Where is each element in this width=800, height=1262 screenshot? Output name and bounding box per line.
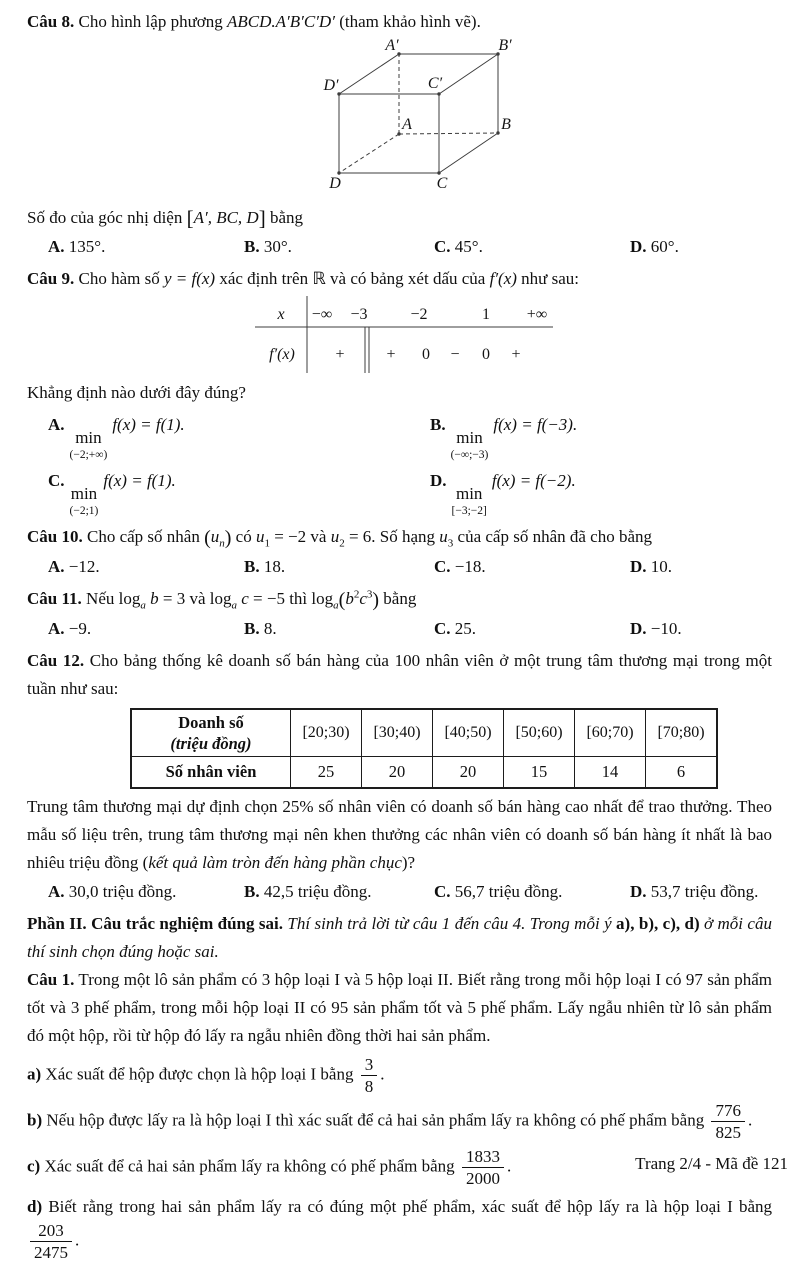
q11-b: b — [145, 588, 159, 608]
q9-option-c — [48, 467, 430, 517]
q10-option-c-text: −18. — [450, 556, 486, 576]
q9-text-1: Cho hàm số — [74, 269, 164, 288]
q1-part-d-label: d) — [27, 1196, 43, 1216]
q8-option-b — [244, 235, 434, 259]
q11-log-base-1: a — [140, 599, 146, 612]
q12-count-4: 14 — [575, 756, 646, 788]
question-9-label: Câu 9. — [27, 269, 75, 288]
question-9-options — [27, 411, 772, 517]
q1-part-a-label: a) — [27, 1064, 42, 1084]
q8-option-b-label: B. — [244, 237, 260, 256]
q11-option-d-text: −10. — [646, 618, 682, 638]
q12-statistics-table — [130, 708, 718, 789]
min-operator: min — [70, 483, 98, 503]
cube-label-dprime: D′ — [323, 77, 339, 94]
q12-option-d — [630, 880, 772, 904]
q12-option-a-label: A. — [48, 881, 65, 901]
q11-log-3: log — [311, 588, 334, 608]
q8-option-a — [48, 235, 244, 259]
q10-u1: u — [255, 526, 265, 546]
q9-option-d-label: D. — [430, 470, 447, 490]
sign-2: 0 — [422, 346, 430, 363]
part-2-instruction-1: Thí sinh trả lời từ câu 1 đến câu 4. Trong mỗi ý — [287, 913, 617, 933]
cube-label-cprime: C′ — [427, 75, 443, 92]
cube-edge-a-b-hidden — [399, 133, 498, 134]
sign-5: + — [511, 346, 521, 363]
q8-bracket-close: ] — [258, 206, 266, 230]
q1-part-a-text: Xác suất để hộp được chọn là hộp loại I bằng — [41, 1064, 358, 1084]
q10-sub-1: 1 — [264, 537, 270, 550]
table-row — [131, 756, 717, 788]
q8-question-text: Số đo của góc nhị diện — [27, 208, 187, 227]
q1-part-c-text: Xác suất để cả hai sản phẩm lấy ra không có phế phẩm bằng — [40, 1156, 459, 1176]
question-12-label: Câu 12. — [27, 650, 85, 670]
question-11-stem — [27, 585, 772, 614]
q11-log-2: log — [209, 588, 232, 608]
table-row — [131, 709, 717, 757]
q12-para-italic-note: kết quả làm tròn đến hàng phần chục — [148, 852, 402, 872]
q12-option-a-text: 30,0 triệu đồng. — [64, 881, 177, 901]
q11-c: c — [236, 588, 249, 608]
q8-option-c — [434, 235, 630, 259]
q10-option-b-label: B. — [244, 556, 260, 576]
q10-text-3: = −2 và — [269, 526, 331, 546]
part2-question-1-body: Trong một lô sản phẩm có 3 hộp loại I và 5 hộp loại II. Biết rằng trong mỗi hộp loại I có 97 sản phẩm tốt và 3 phế phẩm, trong mỗi hộp loại II có 95 sản phẩm tốt và 5 phế phẩm. Lấy ngẫu nhiên từ lô sản phẩm đó một hộp, rồi từ hộp đó lấy ra ngẫu nhiên đồng thời hai sản phẩm. — [27, 969, 773, 1045]
q12-interval-2: [40;50) — [433, 709, 504, 757]
q8-bracket-open: [ — [186, 206, 194, 230]
q12-count-5: 6 — [646, 756, 718, 788]
q1-part-b-label: b) — [27, 1110, 43, 1130]
fraction-denominator: 2475 — [34, 1242, 68, 1262]
min-operator: min — [455, 483, 483, 503]
cube-edge-c-b — [439, 133, 498, 173]
question-8-stem — [27, 8, 772, 36]
q10-option-d-label: D. — [630, 556, 647, 576]
q10-sub-2: 2 — [339, 537, 345, 550]
question-12-paragraph — [27, 793, 772, 877]
cube-label-b: B — [501, 116, 511, 133]
part2-question-1-stem — [27, 966, 772, 1050]
q8-option-d — [630, 235, 772, 259]
fraction-3-8 — [361, 1055, 378, 1096]
q1-part-b — [27, 1101, 772, 1142]
sign-3: − — [450, 346, 460, 363]
sign-table-figure — [255, 295, 772, 375]
page-footer: Trang 2/4 - Mã đề 121 — [635, 1154, 788, 1173]
q11-option-b — [244, 617, 434, 641]
fraction-776-825 — [711, 1101, 745, 1142]
q11-option-c-label: C. — [434, 618, 451, 638]
fraction-numerator: 203 — [30, 1221, 72, 1242]
cube-label-bprime: B′ — [498, 38, 512, 54]
q1-part-d — [27, 1193, 772, 1262]
q12-option-b-label: B. — [244, 881, 260, 901]
q10-option-a-text: −12. — [64, 556, 100, 576]
q12-count-2: 20 — [433, 756, 504, 788]
cube-label-c: C — [436, 175, 448, 192]
q10-u2: u — [330, 526, 340, 546]
q1-part-a — [27, 1055, 772, 1096]
q10-text-5: của cấp số nhân đã cho bằng — [453, 526, 653, 546]
q9-option-b-expr: f(x) = f(−3). — [493, 415, 578, 434]
q11-text-1: Nếu — [81, 588, 119, 608]
cube-edge-a-d-hidden — [339, 134, 399, 173]
q11-eq-2: = −5 thì — [248, 588, 312, 608]
q10-sub-n: n — [219, 537, 225, 550]
question-11-label: Câu 11. — [27, 588, 82, 608]
q9-option-d-expr: f(x) = f(−2). — [491, 470, 576, 490]
q8-option-c-text: 45°. — [450, 237, 483, 256]
q9-option-c-expr: f(x) = f(1). — [103, 470, 176, 490]
fraction-numerator: 776 — [711, 1101, 745, 1122]
q10-option-a-label: A. — [48, 556, 65, 576]
q8-option-d-label: D. — [630, 237, 647, 256]
q10-option-c-label: C. — [434, 556, 451, 576]
sign-table-var: x — [277, 306, 285, 323]
min-domain: (−2;1) — [69, 504, 99, 517]
q12-option-b-text: 42,5 triệu đồng. — [259, 881, 372, 901]
sign-table-svg — [255, 295, 565, 375]
q9-function: y = f(x) — [163, 269, 216, 288]
q11-b-exponent: 2 — [353, 588, 360, 601]
question-10-options — [27, 555, 772, 579]
q11-log-1: log — [118, 588, 141, 608]
question-8-options — [27, 235, 772, 259]
q12-option-c-text: 56,7 triệu đồng. — [450, 881, 563, 901]
q11-option-a — [48, 617, 244, 641]
q9-option-a-min — [70, 429, 108, 461]
q10-u3: u — [439, 526, 448, 546]
q8-text-2: (tham khảo hình vẽ). — [334, 12, 481, 31]
cube-label-aprime: A′ — [385, 38, 399, 54]
question-12-options — [27, 880, 772, 904]
sign-table-x-2: −2 — [410, 306, 428, 323]
sign-table-x-1: −3 — [350, 306, 368, 323]
cube-vertex-b — [496, 131, 499, 134]
cube-vertex-a — [397, 132, 400, 135]
q12-count-0: 25 — [291, 756, 362, 788]
q11-log-base-3: a — [333, 599, 339, 612]
question-11-options — [27, 617, 772, 641]
part-2-title: Phần II. Câu trắc nghiệm đúng sai. — [27, 913, 288, 933]
sign-0: + — [335, 346, 345, 363]
cube-label-d: D — [329, 175, 341, 192]
q11-option-a-label: A. — [48, 618, 65, 638]
cube-edge-dprime-aprime — [339, 54, 399, 94]
q10-u: u — [210, 526, 220, 546]
q9-option-a — [48, 411, 430, 461]
q8-text-1: Cho hình lập phương — [74, 12, 228, 31]
q1-part-b-period: . — [747, 1110, 753, 1130]
fraction-denominator: 2000 — [465, 1168, 500, 1188]
q9-text-3: và có bảng xét dấu của — [325, 269, 490, 288]
q12-option-c-label: C. — [434, 881, 451, 901]
q11-option-a-text: −9. — [64, 618, 92, 638]
q10-text-2: có — [231, 526, 256, 546]
question-8-question — [27, 204, 772, 232]
sign-4: 0 — [482, 346, 490, 363]
q10-option-b — [244, 555, 434, 579]
q9-option-a-expr: f(x) = f(1). — [112, 415, 185, 434]
q9-option-c-min — [70, 485, 99, 517]
min-operator: min — [75, 428, 102, 447]
q9-option-a-label: A. — [48, 415, 65, 434]
q9-option-c-label: C. — [48, 470, 65, 490]
q12-option-c — [434, 880, 630, 904]
q11-log-base-2: a — [231, 599, 237, 612]
fraction-1833-2000 — [462, 1147, 504, 1188]
sign-table-x-4: +∞ — [526, 306, 548, 323]
q10-sub-3: 3 — [447, 537, 454, 550]
q12-option-d-text: 53,7 triệu đồng. — [646, 881, 759, 901]
cube-figure — [319, 38, 772, 200]
q8-option-d-text: 60°. — [646, 237, 679, 256]
cube-svg — [319, 38, 585, 200]
q12-header-line-2: (triệu đồng) — [170, 733, 252, 753]
q8-cube-name: ABCD.A′B′C′D′ — [227, 12, 335, 31]
q9-option-d — [430, 467, 772, 517]
q11-eq-1: = 3 và — [158, 588, 210, 608]
q1-part-c-label: c) — [27, 1156, 41, 1176]
q9-text-2: xác định trên — [215, 269, 313, 288]
q12-para-end: )? — [401, 852, 416, 872]
q11-c-cubed-base: c — [359, 588, 367, 608]
question-8-label: Câu 8. — [27, 12, 75, 31]
q11-b-squared-base: b — [345, 588, 354, 608]
q1-part-b-text: Nếu hộp được lấy ra là hộp loại I thì xác suất để cả hai sản phẩm lấy ra không có phế phẩm bằng — [42, 1110, 709, 1130]
q1-part-d-period: . — [75, 1230, 80, 1250]
q9-real-set: ℝ — [312, 269, 326, 288]
q8-option-b-text: 30°. — [259, 237, 292, 256]
q12-interval-4: [60;70) — [575, 709, 646, 757]
q8-question-end: bằng — [265, 208, 303, 227]
q10-paren-open: ( — [204, 526, 211, 549]
q1-part-a-period: . — [380, 1064, 385, 1084]
q10-option-d-text: 10. — [646, 556, 673, 576]
q12-count-1: 20 — [362, 756, 433, 788]
fraction-denominator: 825 — [715, 1122, 741, 1142]
q8-option-a-label: A. — [48, 237, 65, 256]
q12-option-d-label: D. — [630, 881, 647, 901]
sign-1: + — [386, 346, 396, 363]
q8-option-a-text: 135°. — [64, 237, 106, 256]
q10-option-a — [48, 555, 244, 579]
q11-option-b-text: 8. — [259, 618, 277, 638]
q11-paren-close: ) — [372, 588, 380, 611]
sign-table-x-0: −∞ — [311, 306, 333, 323]
q8-option-c-label: C. — [434, 237, 451, 256]
q10-option-c — [434, 555, 630, 579]
fraction-numerator: 1833 — [462, 1147, 504, 1168]
question-9-stem — [27, 265, 772, 293]
question-12-stem — [27, 647, 772, 703]
q1-part-c-period: . — [506, 1156, 512, 1176]
q11-paren-open: ( — [338, 588, 346, 611]
q11-option-d-label: D. — [630, 618, 647, 638]
q10-paren-close: ) — [224, 526, 232, 549]
q12-interval-1: [30;40) — [362, 709, 433, 757]
q12-interval-0: [20;30) — [291, 709, 362, 757]
q9-derivative: f′(x) — [489, 269, 517, 288]
cube-vertex-cprime — [437, 92, 440, 95]
q9-option-d-min — [452, 485, 487, 517]
q12-option-b — [244, 880, 434, 904]
q9-option-b-min — [451, 429, 489, 461]
sign-table-fvar: f′(x) — [269, 346, 295, 363]
min-domain: (−∞;−3) — [450, 448, 489, 461]
q12-interval-3: [50;60) — [504, 709, 575, 757]
q12-count-3: 15 — [504, 756, 575, 788]
q11-option-d — [630, 617, 772, 641]
fraction-denominator: 8 — [364, 1076, 374, 1096]
min-domain: (−2;+∞) — [69, 448, 108, 461]
q12-row-label: Số nhân viên — [131, 756, 291, 788]
part2-question-1-label: Câu 1. — [27, 969, 75, 989]
min-domain: [−3;−2] — [451, 504, 487, 517]
q10-option-b-text: 18. — [259, 556, 286, 576]
q10-text-4: = 6. Số hạng — [344, 526, 440, 546]
question-9-question: Khẳng định nào dưới đây đúng? — [27, 383, 246, 402]
q9-option-b — [430, 411, 772, 461]
min-operator: min — [456, 428, 483, 447]
q11-option-b-label: B. — [244, 618, 260, 638]
q11-c-exponent: 3 — [366, 588, 373, 601]
part-2-instruction-2: ở mỗi câu thí sinh chọn đúng hoặc sai. — [27, 913, 772, 961]
q1-part-d-text: Biết rằng trong hai sản phẩm lấy ra có đúng một phế phẩm, xác suất để hộp lấy ra là hộp loại I bằng — [42, 1196, 772, 1216]
question-10-label: Câu 10. — [27, 526, 83, 546]
q12-header-line-1: Doanh số — [178, 712, 244, 732]
q12-table-header-cell — [131, 709, 291, 757]
question-10-stem — [27, 523, 772, 552]
q12-option-a — [48, 880, 244, 904]
q10-text-1: Cho cấp số nhân — [82, 526, 205, 546]
fraction-203-2475 — [30, 1221, 72, 1262]
cube-label-a: A — [402, 116, 412, 133]
part-2-heading — [27, 910, 772, 966]
q8-dihedral-angle: A′, BC, D — [193, 208, 259, 227]
q9-option-b-label: B. — [430, 415, 446, 434]
sign-table-x-3: 1 — [482, 306, 490, 323]
q11-text-2: bằng — [379, 588, 417, 608]
q10-option-d — [630, 555, 772, 579]
q11-option-c — [434, 617, 630, 641]
fraction-numerator: 3 — [361, 1055, 378, 1076]
q12-interval-5: [70;80) — [646, 709, 718, 757]
cube-edge-bprime-cprime — [439, 54, 498, 94]
part-2-subitems: a), b), c), d) — [616, 913, 700, 933]
q11-option-c-text: 25. — [450, 618, 477, 638]
q12-para-text: Trung tâm thương mại dự định chọn 25% số nhân viên có doanh số bán hàng cao nhất để trao thưởng. Theo mẫu số liệu trên, trung tâm thương mại nên khen thưởng các nhân viên có doanh số bán hàng ít nhất là bao nhiêu triệu đồng ( — [27, 796, 772, 872]
q9-text-4: như sau: — [516, 269, 580, 288]
q12-intro: Cho bảng thống kê doanh số bán hàng của 100 nhân viên ở một trung tâm thương mại trong một tuần như sau: — [27, 650, 773, 698]
